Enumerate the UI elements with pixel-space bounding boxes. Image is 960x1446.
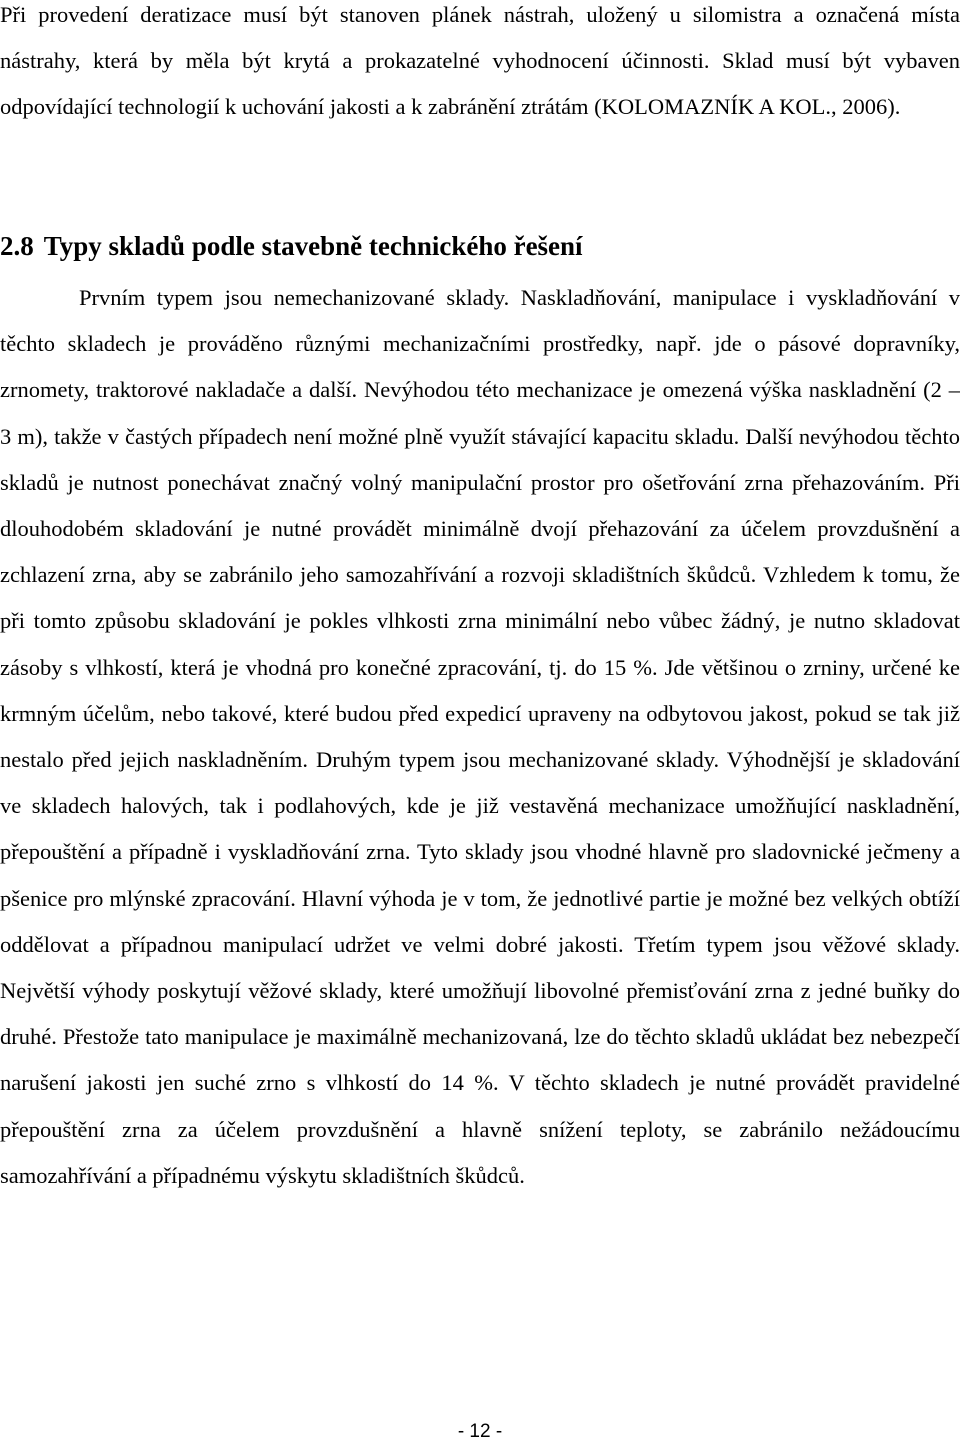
body-paragraph-text: Prvním typem jsou nemechanizované sklady. Naskladňování, manipulace i vyskladňování v těchto skladech je prováděno různými mechanizačními prostředky, např. jde o pásové dopravníky, zrnomety, traktorové nakladače a další. Nevýhodou této mechanizace je omezená výška naskladnění (2 – 3 m), takže v častých případech není možné plně využít stávající kapacitu skladu. Další nevýhodou těchto skladů je nutnost ponechávat značný volný manipulační prostor pro ošetřování zrna přehazováním. Při dlouhodobém skladování je nutné provádět minimálně dvojí přehazování za účelem provzdušnění a zchlazení zrna, aby se zabránilo jeho samozahřívání a rozvoji skladištních škůdců. Vzhledem k tomu, že při tomto způsobu skladování je pokles vlhkosti zrna minimální nebo vůbec žádný, je nutno skladovat zásoby s vlhkostí, která je vhodná pro konečné zpracování, tj. do 15 %. Jde většinou o zrniny, určené ke krmným účelům, nebo takové, které budou před expedicí upraveny na odbytovou jakost, pokud se tak již nestalo před jejich naskladněním. Druhým typem jsou mechanizované sklady. Výhodnější je skladování ve skladech halových, tak i podlahových, kde je již vestavěná mechanizace umožňující naskladnění, přepouštění a případně i vyskladňování zrna. Tyto sklady jsou vhodné hlavně pro sladovnické ječmeny a pšenice pro mlýnské zpracování. Hlavní výhoda je v tom, že jednotlivé partie je možné bez velkých obtíží oddělovat a případnou manipulací udržet ve velmi dobré jakosti. Třetím typem jsou věžové sklady. Největší výhody poskytují věžové sklady, které umožňují libovolné přemisťování zrna z jedné buňky do druhé. Přestože tato manipulace je maximálně mechanizovaná, lze do těchto skladů ukládat bez nebezpečí narušení jakosti jen suché zrno s vlhkostí do 14 %. V těchto skladech je nutné provádět pravidelné přepouštění zrna za účelem provzdušnění a hlavně snížení teploty, se zabránilo nežádoucímu samozahřívání a případnému výskytu skladištních škůdců.	[0, 285, 960, 1188]
section-title: Typy skladů podle stavebně technického řešení	[43, 231, 583, 261]
section-number: 2.8	[0, 231, 34, 261]
intro-paragraph: Při provedení deratizace musí být stanoven plánek nástrah, uložený u silomistra a označená místa nástrahy, která by měla být krytá a prokazatelné vyhodnocení účinnosti. Sklad musí být vybaven odpovídající technologií k uchování jakosti a k zabránění ztrátám (KOLOMAZNÍK A KOL., 2006).	[0, 2, 960, 120]
section-heading	[0, 222, 583, 270]
page-number: - 12 -	[457, 1421, 503, 1442]
body-paragraph	[0, 275, 960, 1199]
